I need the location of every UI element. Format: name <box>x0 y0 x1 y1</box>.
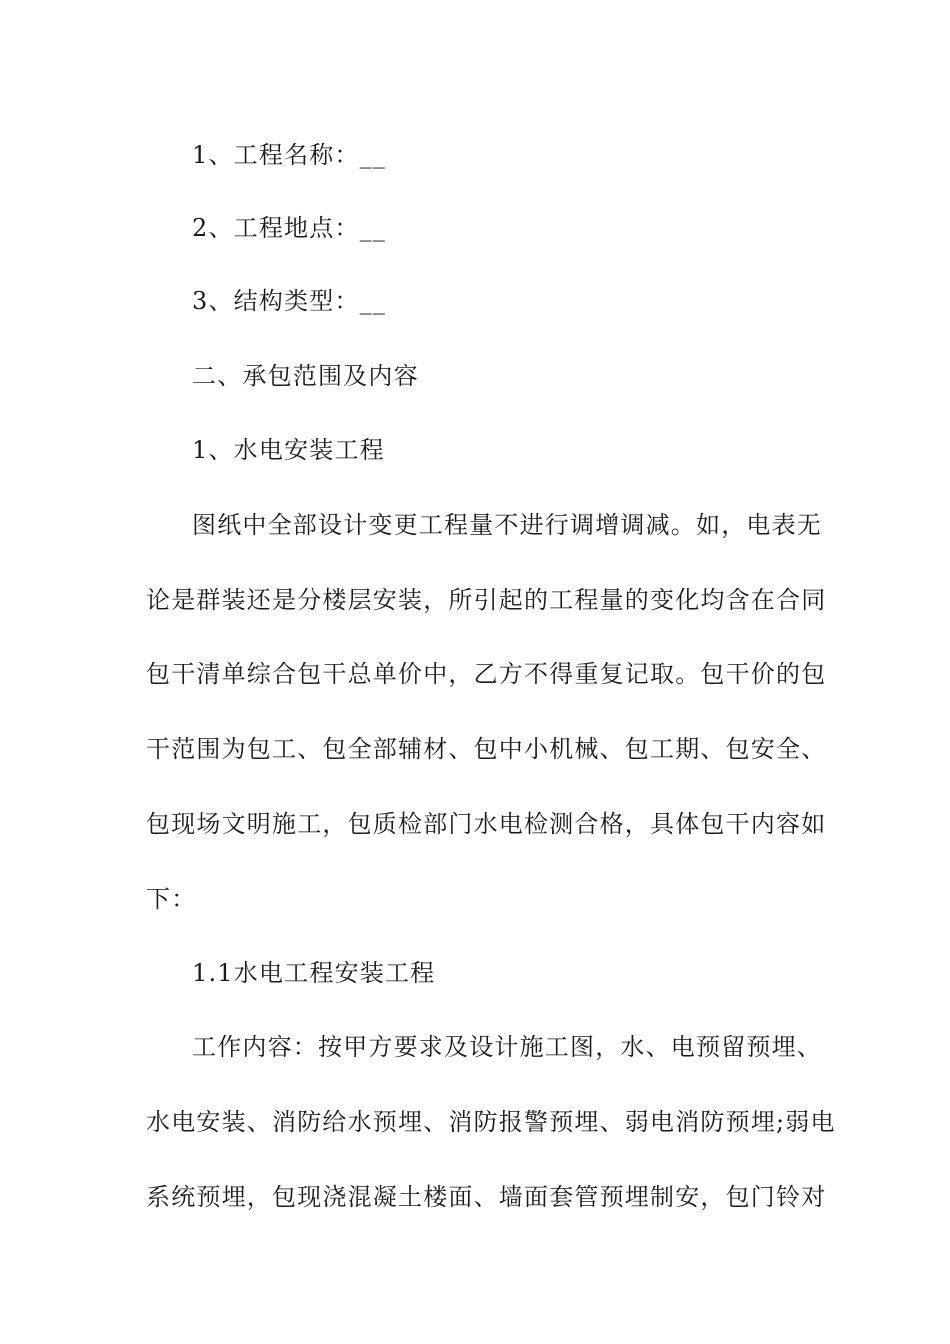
section-heading: 二、承包范围及内容 <box>192 362 419 390</box>
paragraph-line: 工作内容：按甲方要求及设计施工图，水、电预留预埋、 <box>192 1033 822 1061</box>
item-structure-type: 3、结构类型：__ <box>192 287 387 315</box>
paragraph-line: 论是群装还是分楼层安装，所引起的工程量的变化均含在合同 <box>146 586 827 614</box>
subheading: 1.1水电工程安装工程 <box>192 959 436 987</box>
paragraph-line: 水电安装、消防给水预埋、消防报警预埋、弱电消防预埋;弱电 <box>146 1108 836 1136</box>
item-project-location: 2、工程地点：__ <box>192 214 387 242</box>
paragraph-line: 干范围为包工、包全部辅材、包中小机械、包工期、包安全、 <box>146 735 827 763</box>
paragraph-line: 图纸中全部设计变更工程量不进行调增调减。如，电表无 <box>192 511 822 539</box>
paragraph-line: 下： <box>146 885 197 913</box>
paragraph-line: 包现场文明施工，包质检部门水电检测合格，具体包干内容如 <box>146 810 827 838</box>
item-hydro-electric: 1、水电安装工程 <box>192 436 385 464</box>
item-project-name: 1、工程名称：__ <box>192 141 387 169</box>
paragraph-line: 系统预埋，包现浇混凝土楼面、墙面套管预埋制安，包门铃对 <box>146 1183 827 1211</box>
paragraph-line: 包干清单综合包干总单价中，乙方不得重复记取。包干价的包 <box>146 660 827 688</box>
